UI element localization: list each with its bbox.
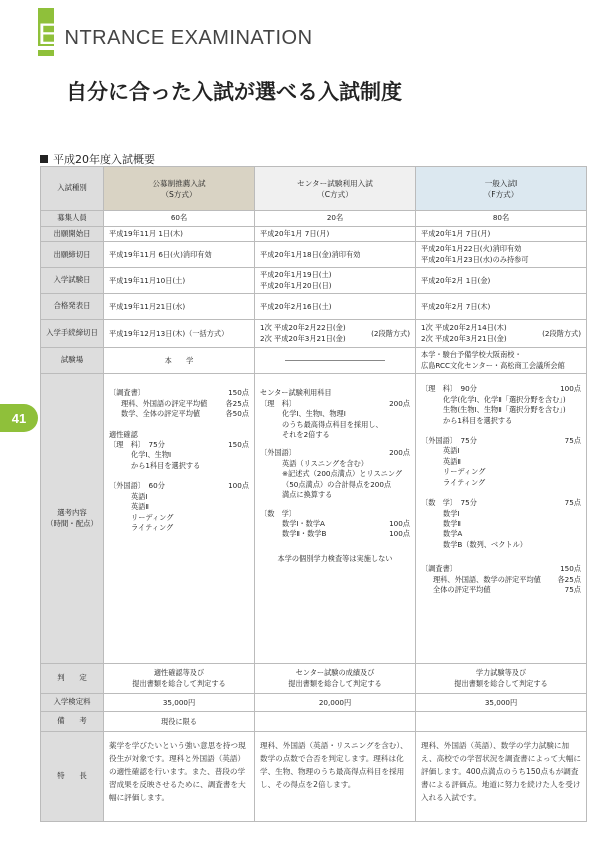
f-sci-time: 90分 — [460, 384, 477, 394]
judge-f-line1: 学力試験等及び — [475, 668, 527, 678]
cell-feature-s: 薬学を学びたいという強い意思を持つ現役生が対象です。理科と外国語（英語）の適性確認を行います。また、普段の学習成果を反映させるために、調査書を大幅に評価します。 — [104, 732, 255, 822]
section-title-text: 平成20年度入試概要 — [53, 153, 155, 166]
table-row — [41, 268, 587, 294]
c-math-head: 〔数 学〕 — [260, 508, 296, 518]
table-row — [41, 374, 587, 664]
page-number: 41 — [11, 410, 27, 426]
cell-judge-f — [416, 664, 587, 694]
s-doc1-pts: 各25点 — [225, 398, 249, 408]
f-m1: 数学Ⅰ — [443, 508, 460, 518]
s-eng-pts: 100点 — [228, 481, 249, 491]
f-sci3: から1科目を選択する — [443, 415, 513, 425]
s-eng1: 英語Ⅰ — [131, 491, 148, 501]
exam-overview-table — [40, 166, 587, 822]
exam-date-c-line1: 平成20年1月19日(土) — [260, 270, 332, 280]
f-sci-row — [421, 384, 581, 394]
table-row — [41, 694, 587, 712]
venue-f-line1: 本学・駿台予備学校大阪南校・ — [421, 350, 522, 360]
s-sci1: 化学Ⅰ、生物Ⅰ — [131, 450, 172, 460]
c-m1-row — [260, 519, 410, 529]
f-eng4: ライティング — [443, 477, 486, 487]
cell-feature-f: 理科、外国語（英語）、数学の学力試験に加え、高校での学習状況を調査書によって大幅に評価します。400点満点のうち150点もが調査書による評価点。地道に努力を続けた人を受け入れる入試です。 — [416, 732, 587, 822]
table-row — [41, 320, 587, 348]
c-sci-head: 〔理 科〕 — [260, 398, 296, 408]
cell-exam-date-s: 平成19年11月10日(土) — [104, 268, 255, 294]
cell-exam-date-f: 平成20年2月 1日(金) — [416, 268, 587, 294]
cell-remarks-s: 現役に限る — [104, 712, 255, 732]
enroll-f-block — [421, 323, 581, 344]
judge-s-line1: 適性確認等及び — [153, 668, 205, 678]
cell-fee-c: 20,000円 — [255, 694, 416, 712]
s-doc1: 理科、外国語の評定平均値 — [121, 398, 208, 408]
f-doc-pts: 150点 — [560, 564, 581, 574]
cell-result-s: 平成19年11月21日(水) — [104, 294, 255, 320]
row-label-app-start: 出願開始日 — [41, 226, 104, 242]
row-label-enroll: 入学手続締切日 — [41, 320, 104, 348]
s-eng4: ライティング — [131, 523, 174, 533]
table-row — [41, 712, 587, 732]
cell-remarks-c — [255, 712, 416, 732]
s-eng-head: 〔外国語〕 — [109, 481, 142, 491]
cell-app-start-f: 平成20年1月 7日(月) — [416, 226, 587, 242]
col-c-sub: （C方式） — [317, 189, 353, 199]
col-s-header — [104, 167, 255, 211]
table-row — [41, 348, 587, 374]
row-label-app-end: 出願締切日 — [41, 242, 104, 268]
enroll-c-dates — [260, 323, 346, 344]
s-aptitude: 適性確認 — [109, 429, 138, 439]
enroll-c-line2: 2次 平成20年3月21日(金) — [260, 333, 346, 343]
cell-capacity-f: 80名 — [416, 211, 587, 227]
c-sci-pts: 200点 — [389, 398, 410, 408]
s-doc2-pts: 各50点 — [225, 409, 249, 419]
cell-venue-c — [255, 348, 416, 374]
enroll-f-dates — [421, 323, 507, 344]
f-doc2-row — [421, 585, 581, 595]
c-eng-pts: 200点 — [389, 448, 410, 458]
s-eng-time: 60分 — [148, 481, 165, 491]
table-row — [41, 294, 587, 320]
c-sci2: のうち最高得点科目を採用し、 — [282, 419, 383, 429]
s-doc-head: 〔調査書〕 — [109, 388, 145, 398]
f-eng3: リーディング — [443, 467, 486, 477]
s-eng-row — [109, 481, 249, 491]
enroll-f-note: (2段階方式) — [542, 328, 581, 338]
square-bullet-icon — [40, 155, 48, 163]
c-eng-head: 〔外国語〕 — [260, 448, 296, 458]
col-f-header — [416, 167, 587, 211]
c-m2-pts: 100点 — [389, 529, 410, 539]
f-doc1: 理科、外国語、数学の評定平均値 — [433, 574, 541, 584]
enroll-c-note: (2段階方式) — [371, 328, 410, 338]
f-math-time: 75分 — [460, 498, 477, 508]
page-title: 自分に合った入試が選べる入試制度 — [66, 80, 402, 104]
cell-enroll-c — [255, 320, 416, 348]
f-math-row — [421, 498, 581, 508]
col-c-header — [255, 167, 416, 211]
cell-app-start-c: 平成20年1月 7日(月) — [255, 226, 416, 242]
cell-app-start-s: 平成19年11月 1日(木) — [104, 226, 255, 242]
page-number-tab — [0, 404, 38, 432]
f-eng-time: 75分 — [460, 435, 477, 445]
f-sci2: 生物(生物Ⅰ、生物Ⅱ「選択分野を含む」) — [443, 405, 566, 415]
row-label-result: 合格発表日 — [41, 294, 104, 320]
table-row — [41, 732, 587, 822]
cell-venue-s: 本 学 — [104, 348, 255, 374]
cell-judge-s — [104, 664, 255, 694]
cell-capacity-s: 60名 — [104, 211, 255, 227]
f-eng-pts: 75点 — [564, 435, 581, 445]
row-label-judge: 判 定 — [41, 664, 104, 694]
table-row — [41, 211, 587, 227]
content-label-2: （時間・配点） — [46, 518, 98, 528]
cell-enroll-s: 平成19年12月13日(木)（一括方式） — [104, 320, 255, 348]
col-f-name: 一般入試Ⅰ — [484, 178, 518, 188]
s-eng3: リーディング — [131, 512, 174, 522]
enroll-f-line1: 1次 平成20年2月14日(木) — [421, 323, 507, 333]
c-note: 本学の個別学力検査等は実施しない — [277, 553, 393, 563]
col-f-sub: （F方式） — [483, 189, 519, 199]
cell-judge-c — [255, 664, 416, 694]
c-m1: 数学Ⅰ・数学A — [282, 519, 325, 529]
cell-result-c: 平成20年2月16日(土) — [255, 294, 416, 320]
cell-feature-c: 理科、外国語（英語・リスニングを含む）、数学の点数で合否を判定します。理科は化学、生物、物理のうち最高得点科目を採用し、その得点を2倍します。 — [255, 732, 416, 822]
s-eng2: 英語Ⅱ — [131, 502, 149, 512]
c-sci-row — [260, 399, 410, 409]
cell-content-f — [416, 374, 587, 664]
judge-c-line1: センター試験の成績及び — [295, 668, 375, 678]
cell-app-end-s: 平成19年11月 6日(火)消印有効 — [104, 242, 255, 268]
row-label-fee: 入学検定料 — [41, 694, 104, 712]
enroll-c-line1: 1次 平成20年2月22日(金) — [260, 323, 346, 333]
cell-enroll-f — [416, 320, 587, 348]
section-title — [40, 151, 155, 167]
header-title-rest: NTRANCE EXAMINATION — [64, 27, 313, 49]
s-sci-head: 〔理 科〕 — [109, 439, 142, 449]
col-s-sub: （S方式） — [161, 189, 197, 199]
s-sci-pts: 150点 — [228, 439, 249, 449]
f-doc1-row — [421, 575, 581, 585]
cell-fee-f: 35,000円 — [416, 694, 587, 712]
cell-app-end-c: 平成20年1月18日(金)消印有効 — [255, 242, 416, 268]
cell-content-c — [255, 374, 416, 664]
row-label-capacity: 募集人員 — [41, 211, 104, 227]
f-m4: 数学B（数列、ベクトル） — [443, 539, 527, 549]
enroll-c-block — [260, 323, 410, 344]
table-row — [41, 242, 587, 268]
f-m3: 数学A — [443, 529, 463, 539]
cell-exam-date-c — [255, 268, 416, 294]
f-eng-head: 〔外国語〕 — [421, 435, 454, 445]
f-sci-head: 〔理 科〕 — [421, 384, 454, 394]
exam-date-c-line2: 平成20年1月20日(日) — [260, 280, 332, 290]
c-eng4: 満点に換算する — [282, 490, 333, 500]
row-label-remarks: 備 考 — [41, 712, 104, 732]
content-label-1: 選考内容 — [57, 507, 87, 517]
row-label-content — [41, 374, 104, 664]
judge-s-line2: 提出書類を総合して判定する — [132, 678, 226, 688]
c-eng2: ※記述式（200点満点）とリスニング — [282, 469, 403, 479]
table-header-row — [41, 167, 587, 211]
f-math-pts: 75点 — [564, 498, 581, 508]
f-eng-row — [421, 436, 581, 446]
judge-f-line2: 提出書類を総合して判定する — [454, 678, 548, 688]
header-title — [38, 18, 313, 52]
c-eng3: （50点満点）の合計得点を200点 — [282, 479, 392, 489]
cell-remarks-f — [416, 712, 587, 732]
col-s-name: 公募制推薦入試 — [152, 178, 206, 188]
app-end-f-line1: 平成20年1月22日(火)消印有効 — [421, 244, 522, 254]
table-row — [41, 226, 587, 242]
cell-app-end-f — [416, 242, 587, 268]
enroll-f-line2: 2次 平成20年3月21日(金) — [421, 333, 507, 343]
s-doc-pts: 150点 — [228, 388, 249, 398]
s-sci-time: 75分 — [148, 439, 165, 449]
f-doc1-pts: 各25点 — [557, 574, 581, 584]
cell-fee-s: 35,000円 — [104, 694, 255, 712]
f-eng2: 英語Ⅱ — [443, 456, 461, 466]
c-m2-row — [260, 529, 410, 539]
cell-capacity-c: 20名 — [255, 211, 416, 227]
row-label-feature: 特 長 — [41, 732, 104, 822]
venue-f-line2: 広島RCC文化センター・高松商工会議所会館 — [421, 360, 565, 370]
c-eng-row — [260, 448, 410, 458]
f-m2: 数学Ⅱ — [443, 519, 461, 529]
f-math-head: 〔数 学〕 — [421, 498, 454, 508]
c-eng1: 英語（リスニングを含む） — [282, 458, 368, 468]
cell-content-s — [104, 374, 255, 664]
s-doc2: 数学、全体の評定平均値 — [121, 409, 201, 419]
s-doc-row — [109, 388, 249, 398]
f-eng1: 英語Ⅰ — [443, 446, 460, 456]
f-doc2: 全体の評定平均値 — [433, 585, 491, 595]
dash-line — [285, 360, 385, 361]
c-m1-pts: 100点 — [389, 519, 410, 529]
s-sci2: から1科目を選択する — [131, 460, 201, 470]
col-c-name: センター試験利用入試 — [297, 178, 373, 188]
app-end-f-line2: 平成20年1月23日(水)のみ持参可 — [421, 254, 529, 264]
f-doc-row — [421, 564, 581, 574]
f-sci-pts: 100点 — [560, 384, 581, 394]
cell-venue-f — [416, 348, 587, 374]
row-label-exam-date: 入学試験日 — [41, 268, 104, 294]
table-row — [41, 664, 587, 694]
c-sci1: 化学Ⅰ、生物Ⅰ、物理Ⅰ — [282, 409, 346, 419]
col-label: 入試種別 — [41, 167, 104, 211]
header-first-letter: E — [38, 18, 59, 51]
cell-result-f: 平成20年2月 7日(木) — [416, 294, 587, 320]
s-doc1-row — [109, 399, 249, 409]
f-doc2-pts: 75点 — [564, 585, 581, 595]
c-head: センター試験利用科目 — [260, 388, 332, 398]
row-label-venue: 試験場 — [41, 348, 104, 374]
c-sci3: それを2倍する — [282, 429, 330, 439]
f-doc-head: 〔調査書〕 — [421, 564, 457, 574]
f-sci1: 化学(化学Ⅰ、化学Ⅱ「選択分野を含む」) — [443, 394, 566, 404]
judge-c-line2: 提出書類を総合して判定する — [288, 678, 382, 688]
c-m2: 数学Ⅱ・数学B — [282, 529, 327, 539]
s-sci-row — [109, 440, 249, 450]
s-doc2-row — [109, 409, 249, 419]
